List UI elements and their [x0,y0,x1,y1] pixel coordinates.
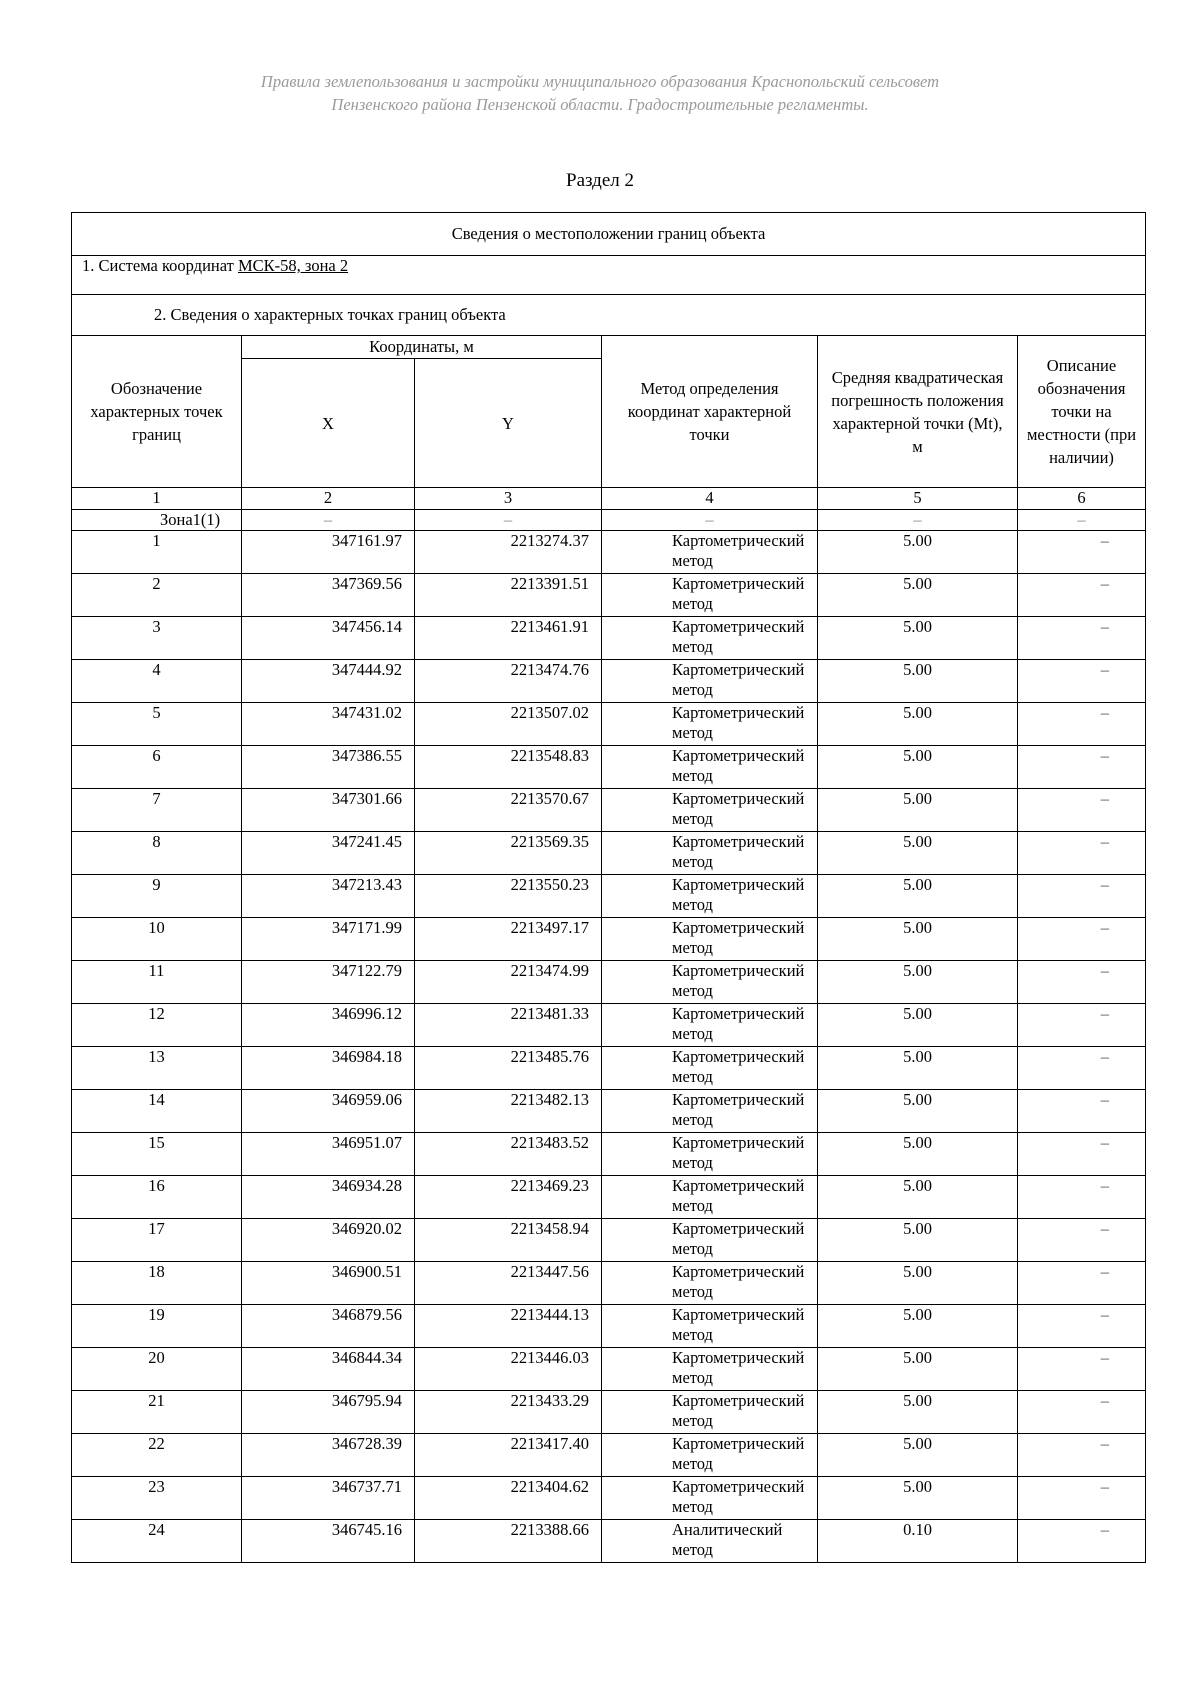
point-number: 17 [72,1219,242,1262]
column-number: 3 [415,488,602,510]
header-row-1 [72,336,1146,359]
point-error: 5.00 [818,703,1018,746]
header-y: Y [415,359,602,488]
point-method: Картометрический метод [602,875,818,918]
point-method: Картометрический метод [602,1047,818,1090]
coordinate-system-row [72,256,1146,295]
point-description: – [1018,918,1146,961]
point-method: Картометрический метод [602,1348,818,1391]
point-method: Картометрический метод [602,1391,818,1434]
column-number: 5 [818,488,1018,510]
point-y: 2213548.83 [415,746,602,789]
point-x: 347171.99 [242,918,415,961]
table-row [72,531,1146,574]
point-description: – [1018,746,1146,789]
point-method: Картометрический метод [602,660,818,703]
point-description: – [1018,875,1146,918]
point-number: 15 [72,1133,242,1176]
point-description: – [1018,1348,1146,1391]
point-error: 5.00 [818,918,1018,961]
point-method: Картометрический метод [602,1176,818,1219]
point-x: 346879.56 [242,1305,415,1348]
point-description: – [1018,1434,1146,1477]
point-y: 2213485.76 [415,1047,602,1090]
point-number: 24 [72,1520,242,1563]
point-number: 18 [72,1262,242,1305]
point-method: Картометрический метод [602,1133,818,1176]
point-y: 2213391.51 [415,574,602,617]
point-y: 2213444.13 [415,1305,602,1348]
point-description: – [1018,617,1146,660]
table-row [72,1434,1146,1477]
point-error: 0.10 [818,1520,1018,1563]
point-method: Картометрический метод [602,1477,818,1520]
point-y: 2213481.33 [415,1004,602,1047]
point-description: – [1018,574,1146,617]
point-x: 347369.56 [242,574,415,617]
point-x: 347241.45 [242,832,415,875]
point-description: – [1018,660,1146,703]
running-header-line-2: Пензенского района Пензенской области. Градостроительные регламенты. [331,95,869,114]
coordinate-system-value: МСК-58, зона 2 [237,256,349,275]
table-row [72,1477,1146,1520]
header-x: X [242,359,415,488]
point-error: 5.00 [818,1477,1018,1520]
point-error: 5.00 [818,1348,1018,1391]
point-description: – [1018,1477,1146,1520]
point-x: 347386.55 [242,746,415,789]
point-number: 5 [72,703,242,746]
point-description: – [1018,703,1146,746]
point-y: 2213274.37 [415,531,602,574]
table-row [72,660,1146,703]
point-x: 346795.94 [242,1391,415,1434]
point-y: 2213446.03 [415,1348,602,1391]
point-number: 2 [72,574,242,617]
point-error: 5.00 [818,1133,1018,1176]
point-number: 13 [72,1047,242,1090]
point-x: 347431.02 [242,703,415,746]
running-header-line-1: Правила землепользования и застройки муниципального образования Краснопольский сельсовет [260,72,940,91]
table-row [72,918,1146,961]
point-y: 2213433.29 [415,1391,602,1434]
point-y: 2213469.23 [415,1176,602,1219]
point-description: – [1018,789,1146,832]
point-x: 347456.14 [242,617,415,660]
point-method: Картометрический метод [602,918,818,961]
point-method: Картометрический метод [602,832,818,875]
point-x: 346737.71 [242,1477,415,1520]
point-error: 5.00 [818,1176,1018,1219]
table-row [72,789,1146,832]
point-error: 5.00 [818,660,1018,703]
table-row [72,832,1146,875]
column-number: 6 [1018,488,1146,510]
header-error [818,336,1018,488]
point-method: Картометрический метод [602,1004,818,1047]
point-method: Аналитический метод [602,1520,818,1563]
table-row [72,875,1146,918]
point-x: 346934.28 [242,1176,415,1219]
point-method: Картометрический метод [602,531,818,574]
point-error: 5.00 [818,574,1018,617]
header-description: Описание обозначения точки на местности (при наличии) [1018,336,1146,488]
point-description: – [1018,1176,1146,1219]
point-number: 10 [72,918,242,961]
zone-label: Зона1(1) [72,510,242,531]
point-number: 7 [72,789,242,832]
point-description: – [1018,1047,1146,1090]
table-row [72,1262,1146,1305]
point-description: – [1018,1090,1146,1133]
point-x: 346745.16 [242,1520,415,1563]
point-y: 2213404.62 [415,1477,602,1520]
table-row [72,1133,1146,1176]
point-number: 11 [72,961,242,1004]
point-y: 2213550.23 [415,875,602,918]
point-error: 5.00 [818,1391,1018,1434]
point-x: 347444.92 [242,660,415,703]
point-x: 346959.06 [242,1090,415,1133]
points-title: 2. Сведения о характерных точках границ объекта [72,295,1146,336]
point-error: 5.00 [818,961,1018,1004]
point-method: Картометрический метод [602,617,818,660]
point-number: 20 [72,1348,242,1391]
point-error: 5.00 [818,875,1018,918]
point-y: 2213497.17 [415,918,602,961]
point-number: 6 [72,746,242,789]
point-error: 5.00 [818,1305,1018,1348]
point-y: 2213474.76 [415,660,602,703]
boundary-points-table [71,212,1146,1563]
point-y: 2213507.02 [415,703,602,746]
table-row [72,703,1146,746]
point-method: Картометрический метод [602,1434,818,1477]
point-method: Картометрический метод [602,703,818,746]
zone-method: – [602,510,818,531]
zone-x: – [242,510,415,531]
point-number: 23 [72,1477,242,1520]
point-number: 16 [72,1176,242,1219]
point-x: 346951.07 [242,1133,415,1176]
point-x: 346728.39 [242,1434,415,1477]
table-row [72,961,1146,1004]
point-description: – [1018,531,1146,574]
header-method: Метод определения координат характерной точки [602,336,818,488]
point-number: 8 [72,832,242,875]
header-point-designation: Обозначение характерных точек границ [72,336,242,488]
table-row [72,617,1146,660]
point-error: 5.00 [818,1434,1018,1477]
point-method: Картометрический метод [602,1090,818,1133]
coordinate-system-label: 1. Система координат [82,256,238,275]
point-x: 346920.02 [242,1219,415,1262]
point-number: 12 [72,1004,242,1047]
point-error: 5.00 [818,746,1018,789]
point-description: – [1018,1262,1146,1305]
point-error: 5.00 [818,832,1018,875]
point-method: Картометрический метод [602,1262,818,1305]
point-y: 2213569.35 [415,832,602,875]
column-number: 2 [242,488,415,510]
point-number: 3 [72,617,242,660]
table-row [72,1305,1146,1348]
point-x: 346996.12 [242,1004,415,1047]
point-x: 347213.43 [242,875,415,918]
point-error: 5.00 [818,1262,1018,1305]
zone-error: – [818,510,1018,531]
point-x: 347301.66 [242,789,415,832]
points-title-row [72,295,1146,336]
table-row [72,746,1146,789]
point-error: 5.00 [818,531,1018,574]
point-error: 5.00 [818,1090,1018,1133]
point-number: 22 [72,1434,242,1477]
point-description: – [1018,1004,1146,1047]
point-description: – [1018,1520,1146,1563]
point-description: – [1018,1305,1146,1348]
point-y: 2213417.40 [415,1434,602,1477]
table-row [72,1348,1146,1391]
point-method: Картометрический метод [602,1305,818,1348]
table-title: Сведения о местоположении границ объекта [72,213,1146,256]
point-y: 2213461.91 [415,617,602,660]
point-y: 2213458.94 [415,1219,602,1262]
point-y: 2213474.99 [415,961,602,1004]
table-row [72,1219,1146,1262]
point-number: 9 [72,875,242,918]
section-title: Раздел 2 [566,170,634,191]
point-y: 2213483.52 [415,1133,602,1176]
point-error: 5.00 [818,1219,1018,1262]
point-error: 5.00 [818,617,1018,660]
table-row [72,1090,1146,1133]
point-description: – [1018,1133,1146,1176]
column-number: 4 [602,488,818,510]
point-method: Картометрический метод [602,746,818,789]
coordinate-system [72,256,1146,295]
zone-description: – [1018,510,1146,531]
table-row [72,574,1146,617]
zone-row [72,510,1146,531]
point-x: 346984.18 [242,1047,415,1090]
point-number: 1 [72,531,242,574]
table-row [72,1391,1146,1434]
point-error: 5.00 [818,789,1018,832]
table-row [72,1047,1146,1090]
point-method: Картометрический метод [602,1219,818,1262]
table-row [72,1004,1146,1047]
point-number: 4 [72,660,242,703]
table-title-row [72,213,1146,256]
zone-y: – [415,510,602,531]
header-coordinates: Координаты, м [242,336,602,359]
point-y: 2213447.56 [415,1262,602,1305]
running-header [0,70,1200,116]
point-y: 2213388.66 [415,1520,602,1563]
point-y: 2213570.67 [415,789,602,832]
table-row [72,1176,1146,1219]
point-method: Картометрический метод [602,574,818,617]
column-number: 1 [72,488,242,510]
table-row [72,1520,1146,1563]
point-description: – [1018,1391,1146,1434]
column-numbers-row [72,488,1146,510]
point-x: 346900.51 [242,1262,415,1305]
point-number: 19 [72,1305,242,1348]
point-method: Картометрический метод [602,789,818,832]
point-x: 347122.79 [242,961,415,1004]
point-error: 5.00 [818,1047,1018,1090]
point-x: 346844.34 [242,1348,415,1391]
point-description: – [1018,1219,1146,1262]
point-number: 14 [72,1090,242,1133]
point-x: 347161.97 [242,531,415,574]
point-number: 21 [72,1391,242,1434]
point-description: – [1018,961,1146,1004]
point-method: Картометрический метод [602,961,818,1004]
point-y: 2213482.13 [415,1090,602,1133]
point-error: 5.00 [818,1004,1018,1047]
point-description: – [1018,832,1146,875]
header-error-text: Средняя квадратическая погрешность положения характерной точки (Mt), м [831,367,1004,456]
